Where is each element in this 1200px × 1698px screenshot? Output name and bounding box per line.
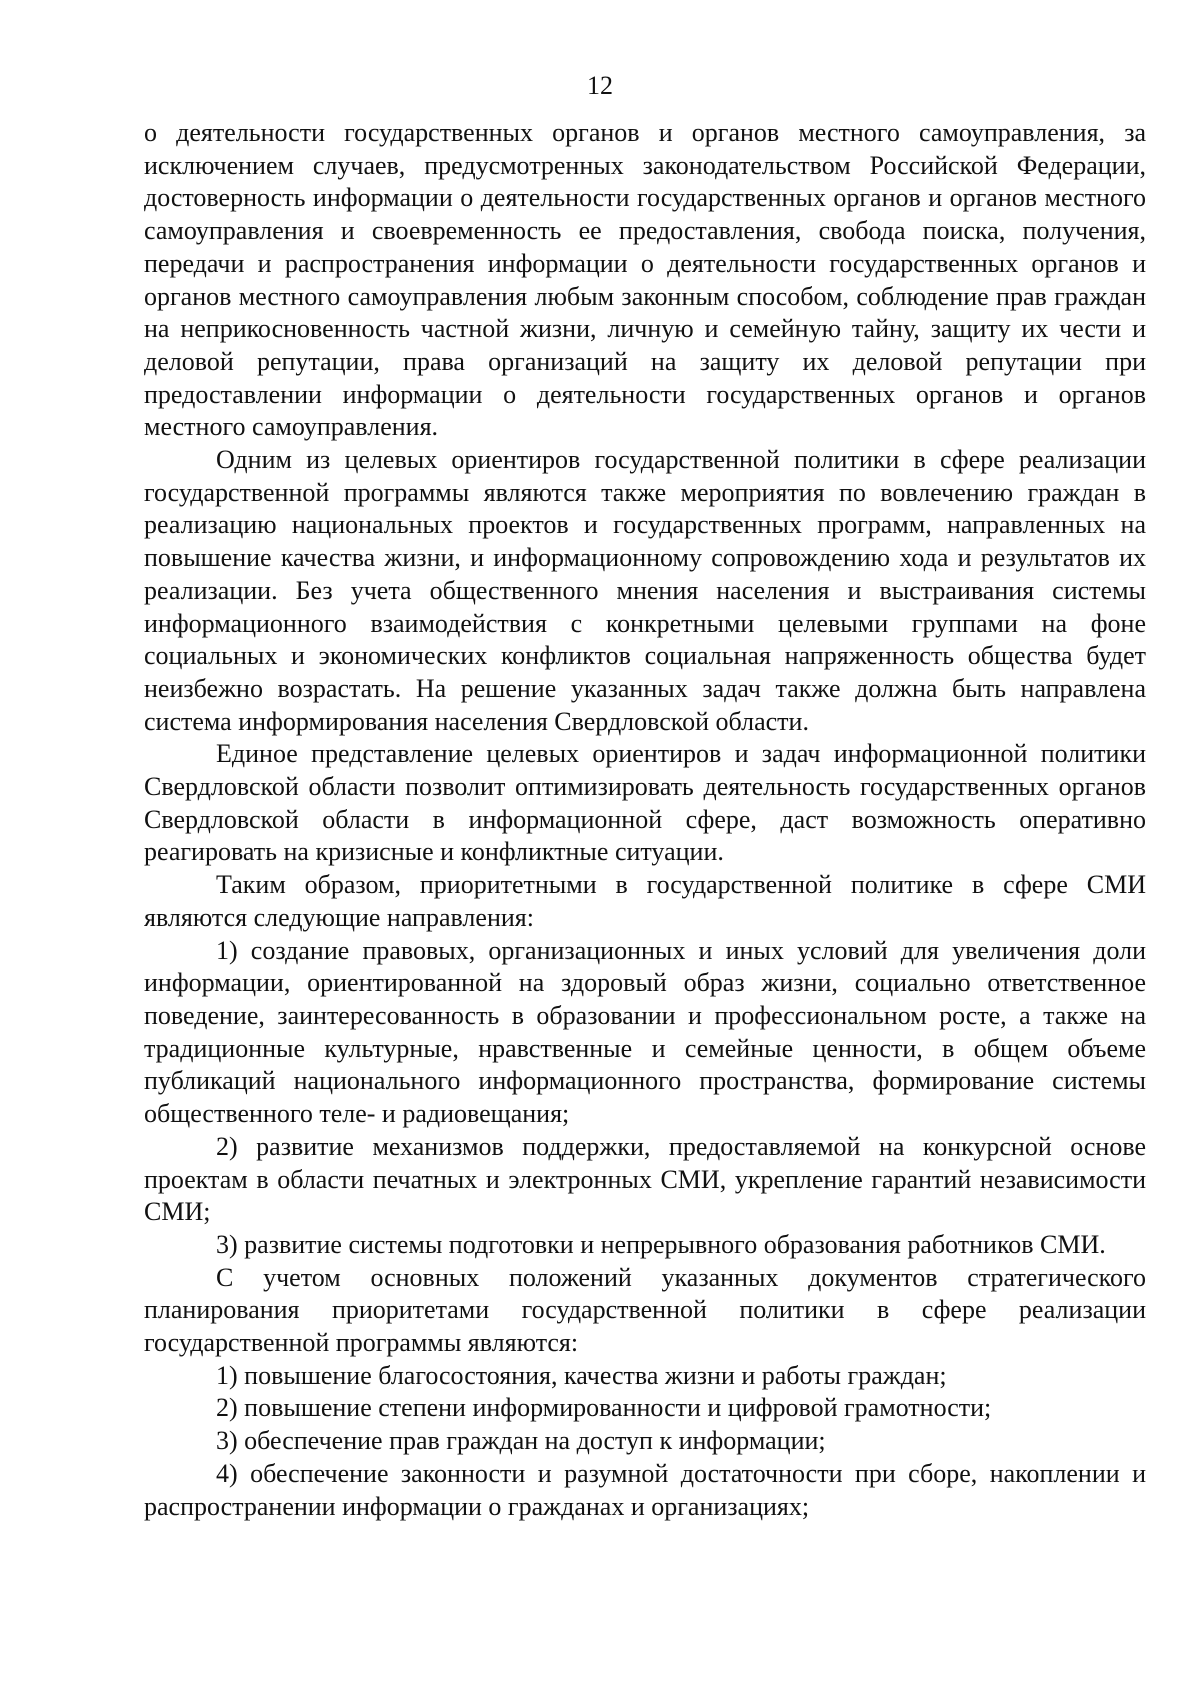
paragraph-media-priorities-intro: Таким образом, приоритетными в государственной политике в сфере СМИ являются следующие направления: [144,870,1146,932]
paragraph-continuation: о деятельности государственных органов и органов местного самоуправления, за исключением случаев, предусмотренных законодательством Российской Федерации, достоверность информации о деятельности государственных органов и органов местного самоуправления и своевременность ее предоставления, свобода поиска, получения, передачи и распространения информации о деятельности государственных органов и органов местного самоуправления любым законным способом, соблюдение прав граждан на неприкосновенность частной жизни, личную и семейную тайну, защиту их чести и деловой репутации, права организаций на защиту их деловой репутации при предоставлении информации о деятельности государственных органов и органов местного самоуправления. [144,118,1146,442]
page-number: 12 [587,71,613,100]
paragraph-unified-representation: Единое представление целевых ориентиров и задач информационной политики Свердловской области позволит оптимизировать деятельность государственных органов Свердловской области в информационной сфере, даст возможность оперативно реагировать на кризисные и конфликтные ситуации. [144,739,1146,867]
list-item-media-1: 1) создание правовых, организационных и иных условий для увеличения доли информации, ориентированной на здоровый образ жизни, социально ответственное поведение, заинтересованность в образовании и профессиональном росте, а также на традиционные культурные, нравственные и семейные ценности, в общем объеме публикаций национального информационного пространства, формирование системы общественного теле- и радиовещания; [144,935,1146,1129]
paragraph-program-priorities-intro: С учетом основных положений указанных документов стратегического планирования приоритетами государственной политики в сфере реализации государственной программы являются: [144,1262,1146,1358]
list-item-program-3: 3) обеспечение прав граждан на доступ к информации; [216,1426,826,1456]
list-item-program-1: 1) повышение благосостояния, качества жизни и работы граждан; [216,1360,947,1390]
list-item-media-3: 3) развитие системы подготовки и непрерывного образования работников СМИ. [216,1229,1106,1259]
paragraph-target-orientations: Одним из целевых ориентиров государственной политики в сфере реализации государственной программы являются также мероприятия по вовлечению граждан в реализацию национальных проектов и государственных программ, направленных на повышение качества жизни, и информационному сопровождению хода и результатов их реализации. Без учета общественного мнения населения и выстраивания системы информационного взаимодействия с конкретными целевыми группами на фоне социальных и экономических конфликтов социальная напряженность общества будет неизбежно возрастать. На решение указанных задач также должна быть направлена система информирования населения Свердловской области. [144,445,1146,736]
list-item-program-4: 4) обеспечение законности и разумной достаточности при сборе, накоплении и распространении информации о гражданах и организациях; [144,1458,1146,1521]
list-item-program-2: 2) повышение степени информированности и цифровой грамотности; [216,1393,992,1423]
document-body [144,117,1146,1523]
list-item-media-2: 2) развитие механизмов поддержки, предоставляемой на конкурсной основе проектам в области печатных и электронных СМИ, укрепление гарантий независимости СМИ; [144,1131,1146,1227]
